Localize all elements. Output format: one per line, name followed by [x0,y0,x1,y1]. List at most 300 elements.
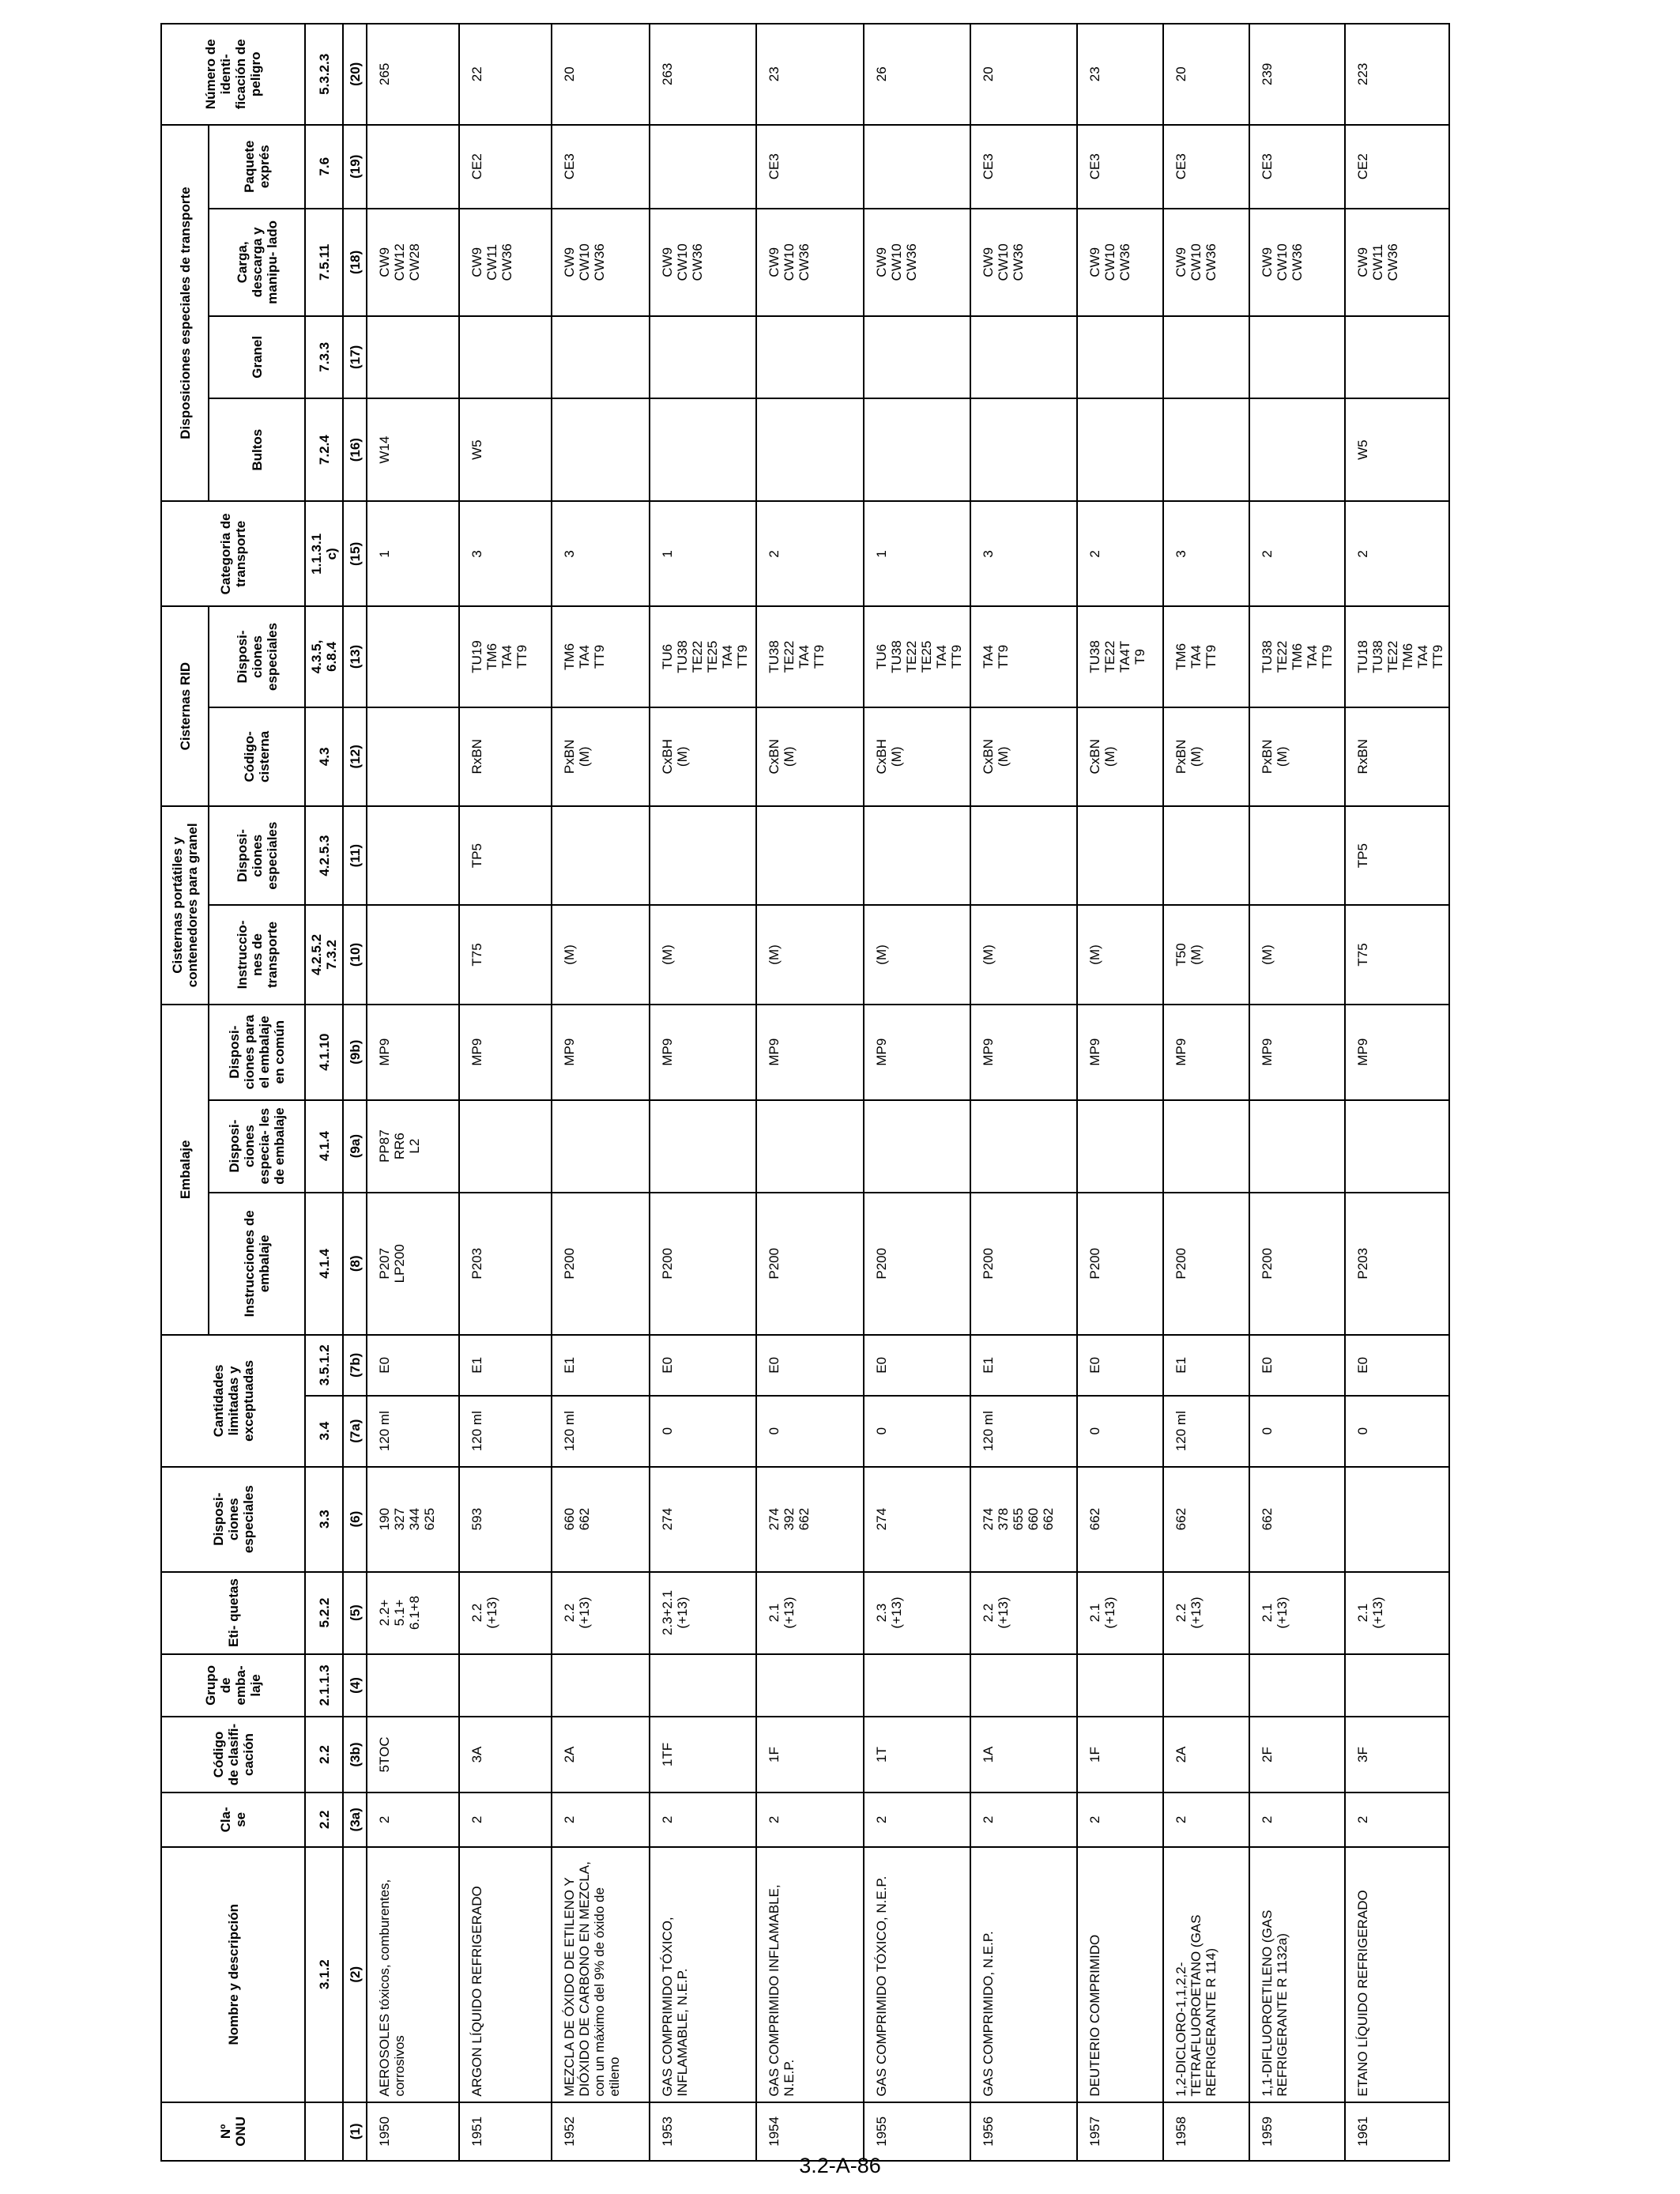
labels: 2.2 (+13) [552,1572,650,1654]
labels: 2.2 (+13) [459,1572,552,1654]
portable-tank-provisions [650,806,756,905]
limited-quantity: 0 [1077,1396,1163,1467]
reference-cell: 7.6 [305,125,343,209]
hazard-number: 239 [1249,24,1345,125]
express-parcel: CE3 [1077,125,1163,209]
loading-provisions: CW9 CW10 CW36 [650,209,756,316]
portable-tank-provisions [552,806,650,905]
substance-name: AEROSOLES tóxicos, comburentes, corrosivos [367,1847,459,2102]
classification-code: 1T [864,1717,970,1793]
express-parcel [650,125,756,209]
excepted-quantity: E0 [1249,1335,1345,1395]
substance-name: GAS COMPRIMIDO INFLAMABLE, N.E.P. [756,1847,864,2102]
loading-provisions: CW9 CW10 CW36 [1077,209,1163,316]
tank-provisions: TM6 TA4 TT9 [1163,606,1249,707]
bulk-provision [459,316,552,398]
substance-name: GAS COMPRIMIDO TÓXICO, INFLAMABLE, N.E.P. [650,1847,756,2102]
packing-group [1249,1654,1345,1717]
reference-cell: 4.1.10 [305,1005,343,1100]
special-packing-provisions [650,1100,756,1193]
header-disposiciones-cisterna-rid: Disposi- ciones especiales [209,606,305,707]
class: 2 [367,1793,459,1847]
substance-name: 1,2-DICLORO-1,1,2,2-TETRAFLUOROETANO (GAS REFRIGERANTE R 114) [1163,1847,1249,2102]
hazard-number: 20 [552,24,650,125]
limited-quantity: 0 [864,1396,970,1467]
reference-cell: 7.2.4 [305,398,343,502]
transport-category: 1 [864,501,970,606]
special-provisions: 662 [1163,1467,1249,1572]
reference-cell: 4.1.4 [305,1193,343,1336]
header-bultos: Bultos [209,398,305,502]
transport-category: 2 [1077,501,1163,606]
special-provisions: 593 [459,1467,552,1572]
substance-name: DEUTERIO COMPRIMIDO [1077,1847,1163,2102]
excepted-quantity: E1 [459,1335,552,1395]
express-parcel: CE3 [552,125,650,209]
packages-provision [1163,398,1249,502]
header-carga: Carga, descarga y manipu- lado [209,209,305,316]
packing-group [650,1654,756,1717]
special-provisions: 660 662 [552,1467,650,1572]
packages-provision [864,398,970,502]
loading-provisions: CW9 CW10 CW36 [864,209,970,316]
limited-quantity: 120 ml [1163,1396,1249,1467]
reference-cell: 5.2.2 [305,1572,343,1654]
portable-tank-instruction: (M) [864,905,970,1004]
header-embalaje: Embalaje [161,1005,209,1335]
bulk-provision [1249,316,1345,398]
excepted-quantity: E0 [367,1335,459,1395]
loading-provisions: CW9 CW11 CW36 [1345,209,1449,316]
table-row [650,24,756,2161]
packing-group [552,1654,650,1717]
header-codigo-cisterna: Código- cisterna [209,707,305,806]
limited-quantity: 120 ml [459,1396,552,1467]
portable-tank-provisions [864,806,970,905]
classification-code: 2A [1163,1717,1249,1793]
tank-code: RxBN [1345,707,1449,806]
bulk-provision [1345,316,1449,398]
substance-name: GAS COMPRIMIDO, N.E.P. [970,1847,1077,2102]
header-clase: Cla- se [161,1793,305,1847]
header-etiquetas: Eti- quetas [161,1572,305,1654]
reference-cell: 2.2 [305,1793,343,1847]
reference-cell: 4.2.5.2 7.3.2 [305,905,343,1004]
mixed-packing-provisions: MP9 [1163,1005,1249,1100]
classification-code: 1A [970,1717,1077,1793]
column-number-cell: (10) [343,905,367,1004]
class: 2 [1249,1793,1345,1847]
un-number: 1954 [756,2102,864,2161]
packing-group [1163,1654,1249,1717]
column-number-cell: (7a) [343,1396,367,1467]
tank-provisions: TU18 TU38 TE22 TM6 TA4 TT9 [1345,606,1449,707]
labels: 2.2 (+13) [1163,1572,1249,1654]
column-number-cell: (11) [343,806,367,905]
dangerous-goods-table [160,23,1450,2162]
special-provisions [1345,1467,1449,1572]
class: 2 [459,1793,552,1847]
packages-provision [552,398,650,502]
tank-provisions: TA4 TT9 [970,606,1077,707]
header-disposiciones-transporte: Disposiciones especiales de transporte [161,125,209,502]
header-granel: Granel [209,316,305,398]
labels: 2.2+ 5.1+ 6.1+8 [367,1572,459,1654]
column-number-cell: (12) [343,707,367,806]
special-packing-provisions [1077,1100,1163,1193]
limited-quantity: 0 [650,1396,756,1467]
packing-instruction: P200 [650,1193,756,1336]
packing-group [459,1654,552,1717]
classification-code: 2A [552,1717,650,1793]
class: 2 [864,1793,970,1847]
special-packing-provisions [864,1100,970,1193]
table-row [1163,24,1249,2161]
classification-code: 1F [1077,1717,1163,1793]
un-number: 1950 [367,2102,459,2161]
portable-tank-provisions [1249,806,1345,905]
excepted-quantity: E0 [864,1335,970,1395]
special-packing-provisions [459,1100,552,1193]
hazard-number: 20 [1163,24,1249,125]
mixed-packing-provisions: MP9 [1345,1005,1449,1100]
express-parcel: CE2 [459,125,552,209]
packing-group [367,1654,459,1717]
packages-provision [756,398,864,502]
packing-instruction: P203 [1345,1193,1449,1336]
class: 2 [970,1793,1077,1847]
un-number: 1957 [1077,2102,1163,2161]
column-number-cell: (7b) [343,1335,367,1395]
reference-cell: 7.3.3 [305,316,343,398]
limited-quantity: 120 ml [970,1396,1077,1467]
loading-provisions: CW9 CW11 CW36 [459,209,552,316]
header-grupo: Grupo de emba- laje [161,1654,305,1717]
reference-cell: 4.1.4 [305,1100,343,1193]
labels: 2.3+2.1 (+13) [650,1572,756,1654]
column-number-cell: (2) [343,1847,367,2102]
un-number: 1951 [459,2102,552,2161]
column-number-cell: (3a) [343,1793,367,1847]
reference-cell: 3.3 [305,1467,343,1572]
portable-tank-provisions: TP5 [1345,806,1449,905]
column-number-cell: (8) [343,1193,367,1336]
header-disposiciones-embalaje: Disposi- ciones especia- les de embalaje [209,1100,305,1193]
bulk-provision [552,316,650,398]
special-packing-provisions [756,1100,864,1193]
header-name: Nombre y descripción [161,1847,305,2102]
reference-cell: 7.5.11 [305,209,343,316]
excepted-quantity: E0 [1077,1335,1163,1395]
tank-code: CxBH (M) [864,707,970,806]
portable-tank-instruction: (M) [650,905,756,1004]
excepted-quantity: E0 [650,1335,756,1395]
mixed-packing-provisions: MP9 [970,1005,1077,1100]
bulk-provision [970,316,1077,398]
column-number-cell: (13) [343,606,367,707]
transport-category: 3 [970,501,1077,606]
express-parcel [864,125,970,209]
portable-tank-instruction: T50 (M) [1163,905,1249,1004]
class: 2 [1077,1793,1163,1847]
labels: 2.1 (+13) [756,1572,864,1654]
tank-code: CxBN (M) [756,707,864,806]
page-number: 3.2-A-86 [799,2154,881,2177]
classification-code: 1TF [650,1717,756,1793]
packing-group [1345,1654,1449,1717]
reference-cell: 3.5.1.2 [305,1335,343,1395]
substance-name: GAS COMPRIMIDO TÓXICO, N.E.P. [864,1847,970,2102]
bulk-provision [1163,316,1249,398]
tank-provisions: TU6 TU38 TE22 TE25 TA4 TT9 [864,606,970,707]
packages-provision: W5 [1345,398,1449,502]
header-embalaje-comun: Disposi- ciones para el embalaje en común [209,1005,305,1100]
reference-cell: 4.3 [305,707,343,806]
transport-category: 2 [1345,501,1449,606]
tank-provisions: TU38 TE22 TA4T T9 [1077,606,1163,707]
un-number: 1956 [970,2102,1077,2161]
packing-group [864,1654,970,1717]
un-number: 1961 [1345,2102,1449,2161]
special-packing-provisions [1249,1100,1345,1193]
classification-code: 1F [756,1717,864,1793]
bulk-provision [367,316,459,398]
column-number-cell: (15) [343,501,367,606]
reference-cell [305,2102,343,2161]
column-number-cell: (9b) [343,1005,367,1100]
tank-code: RxBN [459,707,552,806]
column-number-cell: (19) [343,125,367,209]
express-parcel [367,125,459,209]
limited-quantity: 0 [756,1396,864,1467]
classification-code: 3F [1345,1717,1449,1793]
classification-code: 5TOC [367,1717,459,1793]
substance-name: ETANO LÍQUIDO REFRIGERADO [1345,1847,1449,2102]
packing-instruction: P203 [459,1193,552,1336]
mixed-packing-provisions: MP9 [1077,1005,1163,1100]
loading-provisions: CW9 CW10 CW36 [552,209,650,316]
reference-cell: 2.1.1.3 [305,1654,343,1717]
packing-group [756,1654,864,1717]
un-number: 1953 [650,2102,756,2161]
transport-category: 1 [367,501,459,606]
transport-category: 2 [1249,501,1345,606]
portable-tank-instruction: (M) [970,905,1077,1004]
packages-provision [650,398,756,502]
special-provisions: 190 327 344 625 [367,1467,459,1572]
portable-tank-provisions [367,806,459,905]
packing-group [1077,1654,1163,1717]
labels: 2.1 (+13) [1077,1572,1163,1654]
tank-provisions: TU38 TE22 TA4 TT9 [756,606,864,707]
classification-code: 2F [1249,1717,1345,1793]
hazard-number: 263 [650,24,756,125]
portable-tank-instruction: (M) [552,905,650,1004]
excepted-quantity: E1 [552,1335,650,1395]
packing-instruction: P200 [864,1193,970,1336]
header-un-no: Nº ONU [161,2102,305,2161]
special-provisions: 662 [1249,1467,1345,1572]
un-number: 1955 [864,2102,970,2161]
column-number-row [343,24,367,2161]
tank-code: PxBN (M) [1163,707,1249,806]
transport-category: 1 [650,501,756,606]
hazard-number: 265 [367,24,459,125]
bulk-provision [650,316,756,398]
hazard-number: 20 [970,24,1077,125]
substance-name: MEZCLA DE ÓXIDO DE ETILENO Y DIÓXIDO DE CARBONO EN MEZCLA, con un máximo del 9% de óxido de etileno [552,1847,650,2102]
packages-provision [1077,398,1163,502]
portable-tank-provisions: TP5 [459,806,552,905]
transport-category: 2 [756,501,864,606]
special-provisions: 274 [864,1467,970,1572]
portable-tank-provisions [1077,806,1163,905]
special-packing-provisions [1163,1100,1249,1193]
mixed-packing-provisions: MP9 [459,1005,552,1100]
loading-provisions: CW9 CW10 CW36 [1249,209,1345,316]
hazard-number: 223 [1345,24,1449,125]
portable-tank-instruction: (M) [1077,905,1163,1004]
table-row [970,24,1077,2161]
substance-name: ARGON LÍQUIDO REFRIGERADO [459,1847,552,2102]
class: 2 [1345,1793,1449,1847]
mixed-packing-provisions: MP9 [650,1005,756,1100]
column-number-cell: (3b) [343,1717,367,1793]
labels: 2.1 (+13) [1249,1572,1345,1654]
tank-provisions: TM6 TA4 TT9 [552,606,650,707]
column-number-cell: (20) [343,24,367,125]
express-parcel: CE3 [970,125,1077,209]
limited-quantity: 0 [1345,1396,1449,1467]
column-number-cell: (17) [343,316,367,398]
packing-instruction: P200 [756,1193,864,1336]
table-row [1249,24,1345,2161]
class: 2 [756,1793,864,1847]
special-packing-provisions [552,1100,650,1193]
tank-code: CxBN (M) [970,707,1077,806]
portable-tank-provisions [1163,806,1249,905]
special-provisions: 274 378 655 660 662 [970,1467,1077,1572]
transport-category: 3 [1163,501,1249,606]
tank-provisions: TU6 TU38 TE22 TE25 TA4 TT9 [650,606,756,707]
table-row [459,24,552,2161]
tank-code: PxBN (M) [1249,707,1345,806]
header-codigo: Código de clasifi- cación [161,1717,305,1793]
excepted-quantity: E0 [756,1335,864,1395]
labels: 2.3 (+13) [864,1572,970,1654]
reference-cell: 3.4 [305,1396,343,1467]
header-disposiciones-especiales: Disposi- ciones especiales [161,1467,305,1572]
packages-provision [1249,398,1345,502]
reference-cell: 1.1.3.1 c) [305,501,343,606]
hazard-number: 22 [459,24,552,125]
column-number-cell: (4) [343,1654,367,1717]
header-paquete: Paquete exprés [209,125,305,209]
mixed-packing-provisions: MP9 [1249,1005,1345,1100]
un-number: 1952 [552,2102,650,2161]
loading-provisions: CW9 CW10 CW36 [970,209,1077,316]
header-numero-peligro: Número de identi- ficación de peligro [161,24,305,125]
bulk-provision [864,316,970,398]
packing-instruction: P200 [1163,1193,1249,1336]
header-instrucciones-embalaje: Instrucciones de embalaje [209,1193,305,1336]
reference-row [305,24,343,2161]
packing-group [970,1654,1077,1717]
tank-provisions: TU38 TE22 TM6 TA4 TT9 [1249,606,1345,707]
tank-code: PxBN (M) [552,707,650,806]
limited-quantity: 0 [1249,1396,1345,1467]
reference-cell: 5.3.2.3 [305,24,343,125]
classification-code: 3A [459,1717,552,1793]
labels: 2.1 (+13) [1345,1572,1449,1654]
portable-tank-provisions [970,806,1077,905]
excepted-quantity: E0 [1345,1335,1449,1395]
packing-instruction: P207 LP200 [367,1193,459,1336]
reference-cell: 2.2 [305,1717,343,1793]
packages-provision: W14 [367,398,459,502]
table-row [552,24,650,2161]
header-categoria: Categoria de transporte [161,501,305,606]
packages-provision: W5 [459,398,552,502]
excepted-quantity: E1 [1163,1335,1249,1395]
mixed-packing-provisions: MP9 [552,1005,650,1100]
class: 2 [1163,1793,1249,1847]
hazard-number: 23 [1077,24,1163,125]
header-instrucciones-transporte: Instruccio- nes de transporte [209,905,305,1004]
column-number-cell: (1) [343,2102,367,2161]
transport-category: 3 [552,501,650,606]
portable-tank-instruction: T75 [459,905,552,1004]
packages-provision [970,398,1077,502]
limited-quantity: 120 ml [552,1396,650,1467]
column-number-cell: (5) [343,1572,367,1654]
header-cisternas-rid: Cisternas RID [161,606,209,806]
loading-provisions: CW9 CW10 CW36 [756,209,864,316]
loading-provisions: CW9 CW12 CW28 [367,209,459,316]
special-provisions: 274 [650,1467,756,1572]
express-parcel: CE3 [1163,125,1249,209]
column-number-cell: (18) [343,209,367,316]
class: 2 [552,1793,650,1847]
hazard-number: 26 [864,24,970,125]
special-provisions: 662 [1077,1467,1163,1572]
header-cantidades: Cantidades limitadas y exceptuadas [161,1335,305,1467]
substance-name: 1,1-DIFLUOROETILENO (GAS REFRIGERANTE R 1132a) [1249,1847,1345,2102]
un-number: 1959 [1249,2102,1345,2161]
portable-tank-provisions [756,806,864,905]
column-number-cell: (16) [343,398,367,502]
special-packing-provisions: PP87 RR6 L2 [367,1100,459,1193]
packing-instruction: P200 [552,1193,650,1336]
limited-quantity: 120 ml [367,1396,459,1467]
mixed-packing-provisions: MP9 [367,1005,459,1100]
special-packing-provisions [970,1100,1077,1193]
tank-provisions: TU19 TM6 TA4 TT9 [459,606,552,707]
tank-provisions [367,606,459,707]
special-provisions: 274 392 662 [756,1467,864,1572]
portable-tank-instruction: (M) [756,905,864,1004]
column-number-cell: (9a) [343,1100,367,1193]
labels: 2.2 (+13) [970,1572,1077,1654]
express-parcel: CE3 [1249,125,1345,209]
class: 2 [650,1793,756,1847]
packing-instruction: P200 [1077,1193,1163,1336]
portable-tank-instruction: T75 [1345,905,1449,1004]
table-row [1077,24,1163,2161]
un-number: 1958 [1163,2102,1249,2161]
table-row [756,24,864,2161]
tank-code [367,707,459,806]
